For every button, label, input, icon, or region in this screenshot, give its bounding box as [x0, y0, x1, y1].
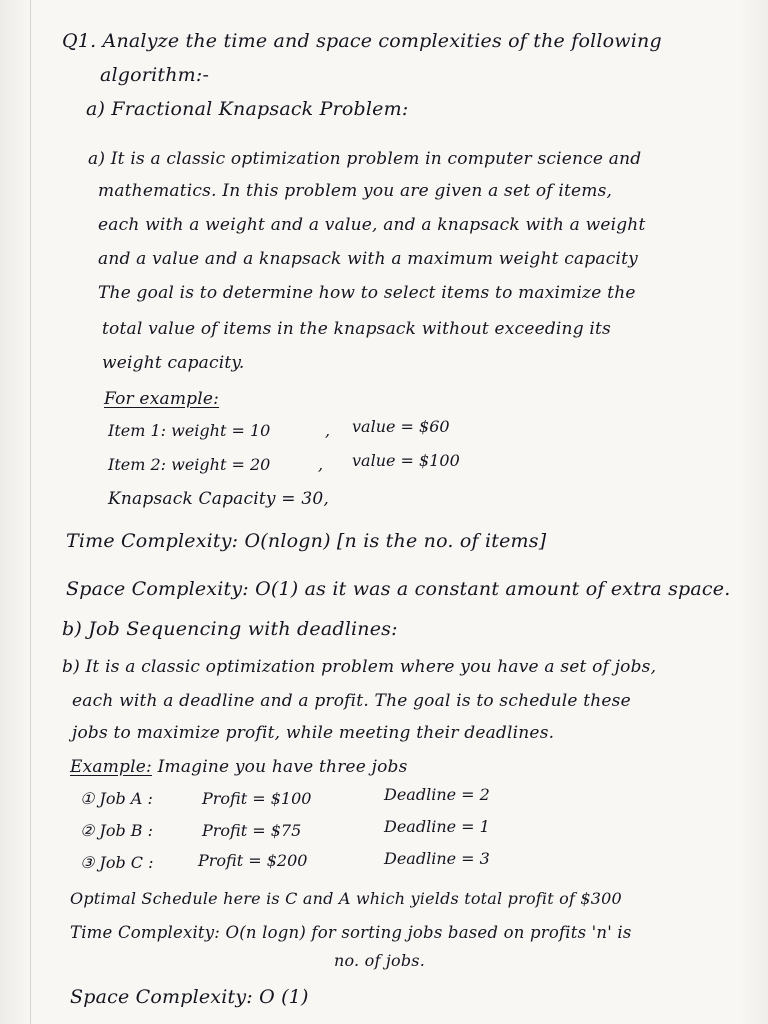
job-c-name: ③ Job C : — [80, 853, 154, 872]
part-b-example-label: Example: — [70, 757, 152, 777]
part-b-space-complexity: Space Complexity: O (1) — [70, 986, 309, 1008]
part-a-body-line: and a value and a knapsack with a maximum weight capacity — [98, 249, 638, 269]
part-b-body-line: b) It is a classic optimization problem where you have a set of jobs, — [62, 657, 657, 677]
part-a-time-complexity: Time Complexity: O(nlogn) [n is the no. of items] — [66, 530, 547, 552]
question-line-2: algorithm:- — [100, 64, 210, 86]
job-c-deadline: Deadline = 3 — [384, 849, 490, 868]
part-a-body-line: weight capacity. — [102, 353, 245, 373]
part-a-body-line: total value of items in the knapsack without exceeding its — [102, 319, 611, 339]
part-a-body-line: mathematics. In this problem you are given a set of items, — [98, 181, 613, 201]
part-b-heading: b) Job Sequencing with deadlines: — [62, 618, 398, 640]
job-b-name: ② Job B : — [80, 821, 154, 840]
job-b-profit: Profit = $75 — [202, 821, 302, 840]
part-a-heading: a) Fractional Knapsack Problem: — [86, 98, 409, 120]
optimal-schedule: Optimal Schedule here is C and A which yields total profit of $300 — [70, 889, 622, 908]
item-2-value: value = $100 — [352, 451, 460, 470]
part-b-example-line — [70, 756, 408, 778]
part-b-time-complexity: Time Complexity: O(n logn) for sorting jobs based on profits 'n' is — [70, 923, 632, 942]
item-2-weight: Item 2: weight = 20 — [108, 455, 271, 474]
job-b-deadline: Deadline = 1 — [384, 817, 490, 836]
part-a-body-line: each with a weight and a value, and a knapsack with a weight — [98, 215, 646, 235]
part-a-example-label: For example: — [104, 389, 220, 409]
item-1-weight: Item 1: weight = 10 — [108, 421, 271, 440]
item-1-value: value = $60 — [352, 417, 450, 436]
job-a-deadline: Deadline = 2 — [384, 785, 490, 804]
part-b-time-complexity-cont: no. of jobs. — [334, 951, 426, 970]
job-a-name: ① Job A : — [80, 789, 153, 808]
part-b-body-line: jobs to maximize profit, while meeting their deadlines. — [72, 723, 555, 743]
part-a-body-line: The goal is to determine how to select items to maximize the — [98, 283, 636, 303]
question-line-1: Q1. Analyze the time and space complexities of the following — [62, 30, 662, 52]
knapsack-capacity: Knapsack Capacity = 30, — [108, 489, 329, 509]
item-2-separator: , — [318, 455, 324, 474]
job-c-profit: Profit = $200 — [198, 851, 308, 870]
part-b-example-text: Imagine you have three jobs — [157, 757, 408, 777]
margin-line — [30, 0, 31, 1024]
part-a-space-complexity: Space Complexity: O(1) as it was a constant amount of extra space. — [66, 578, 731, 600]
job-a-profit: Profit = $100 — [202, 789, 312, 808]
part-b-body-line: each with a deadline and a profit. The goal is to schedule these — [72, 691, 631, 711]
part-a-body-line: a) It is a classic optimization problem in computer science and — [88, 149, 642, 169]
item-1-separator: , — [325, 421, 331, 440]
